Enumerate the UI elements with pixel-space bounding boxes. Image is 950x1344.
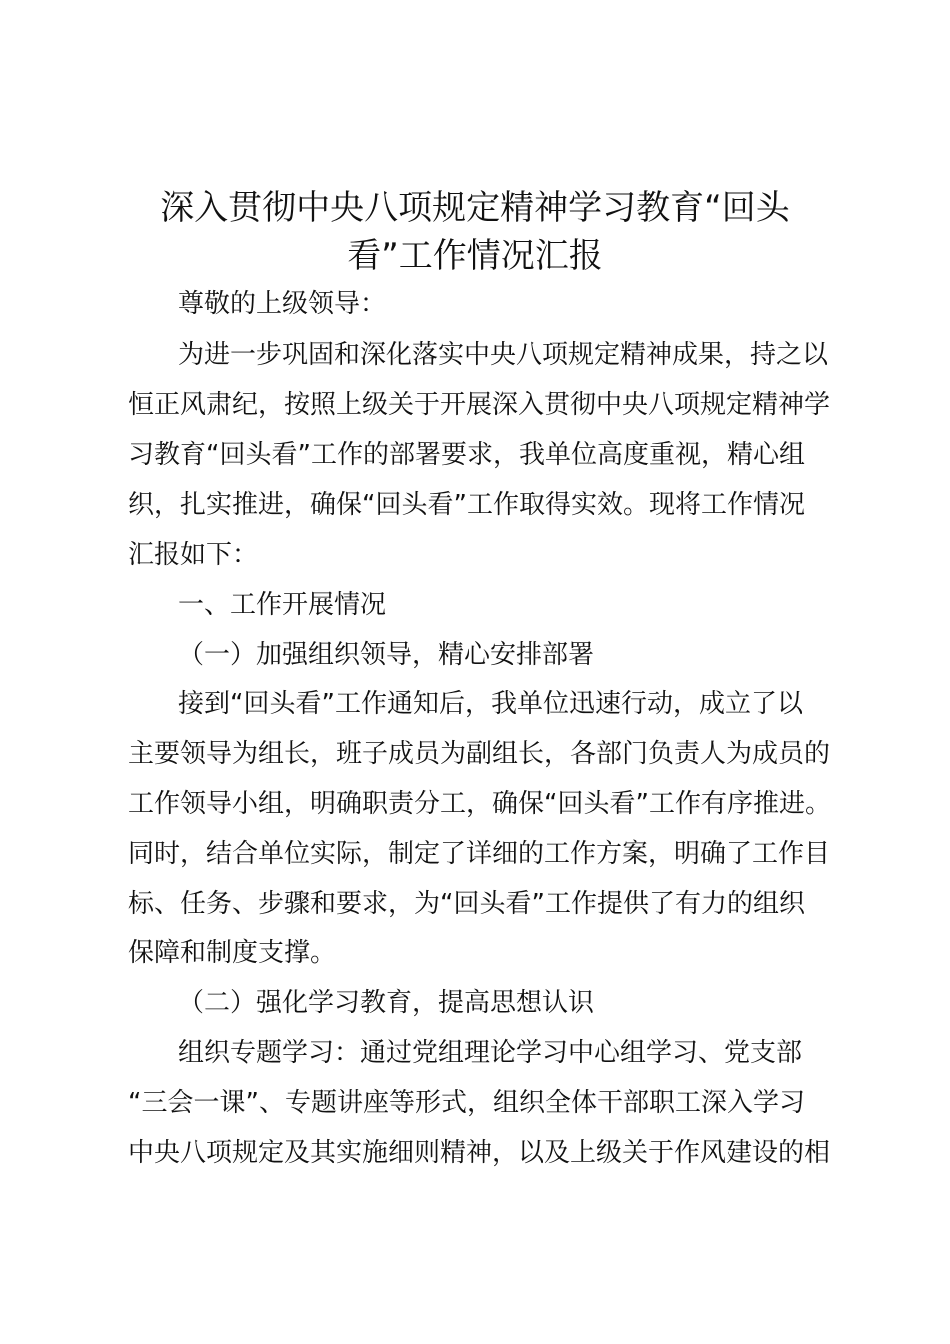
salutation: 尊敬的上级领导： bbox=[178, 289, 387, 319]
subsection-heading: （一）加强组织领导，精心安排部署 bbox=[178, 640, 595, 670]
document-title-line-2: 看”工作情况汇报 bbox=[347, 236, 603, 276]
paragraph-line: “三会一课”、专题讲座等形式，组织全体干部职工深入学习 bbox=[128, 1088, 805, 1118]
document-title-line-1: 深入贯彻中央八项规定精神学习教育“回头 bbox=[160, 188, 790, 228]
paragraph-line: 中央八项规定及其实施细则精神，以及上级关于作风建设的相 bbox=[128, 1138, 831, 1168]
paragraph-line: 汇报如下： bbox=[128, 540, 259, 570]
paragraph-line: 习教育“回头看”工作的部署要求，我单位高度重视，精心组 bbox=[128, 440, 805, 470]
paragraph-line: 保障和制度支撑。 bbox=[128, 938, 337, 968]
paragraph-line: 同时，结合单位实际，制定了详细的工作方案，明确了工作目 bbox=[128, 839, 831, 869]
paragraph-line: 工作领导小组，明确职责分工，确保“回头看”工作有序推进。 bbox=[128, 789, 831, 819]
paragraph-line: 为进一步巩固和深化落实中央八项规定精神成果，持之以 bbox=[178, 340, 829, 370]
paragraph-line: 标、任务、步骤和要求，为“回头看”工作提供了有力的组织 bbox=[128, 889, 805, 919]
paragraph-line: 织，扎实推进，确保“回头看”工作取得实效。现将工作情况 bbox=[128, 490, 805, 520]
paragraph-line: 接到“回头看”工作通知后，我单位迅速行动，成立了以 bbox=[178, 689, 803, 719]
section-heading: 一、工作开展情况 bbox=[178, 590, 387, 620]
paragraph-line: 恒正风肃纪，按照上级关于开展深入贯彻中央八项规定精神学 bbox=[128, 390, 831, 420]
paragraph-line: 主要领导为组长，班子成员为副组长，各部门负责人为成员的 bbox=[128, 739, 831, 769]
subsection-heading: （二）强化学习教育，提高思想认识 bbox=[178, 988, 595, 1018]
paragraph-line: 组织专题学习：通过党组理论学习中心组学习、党支部 bbox=[178, 1038, 803, 1068]
